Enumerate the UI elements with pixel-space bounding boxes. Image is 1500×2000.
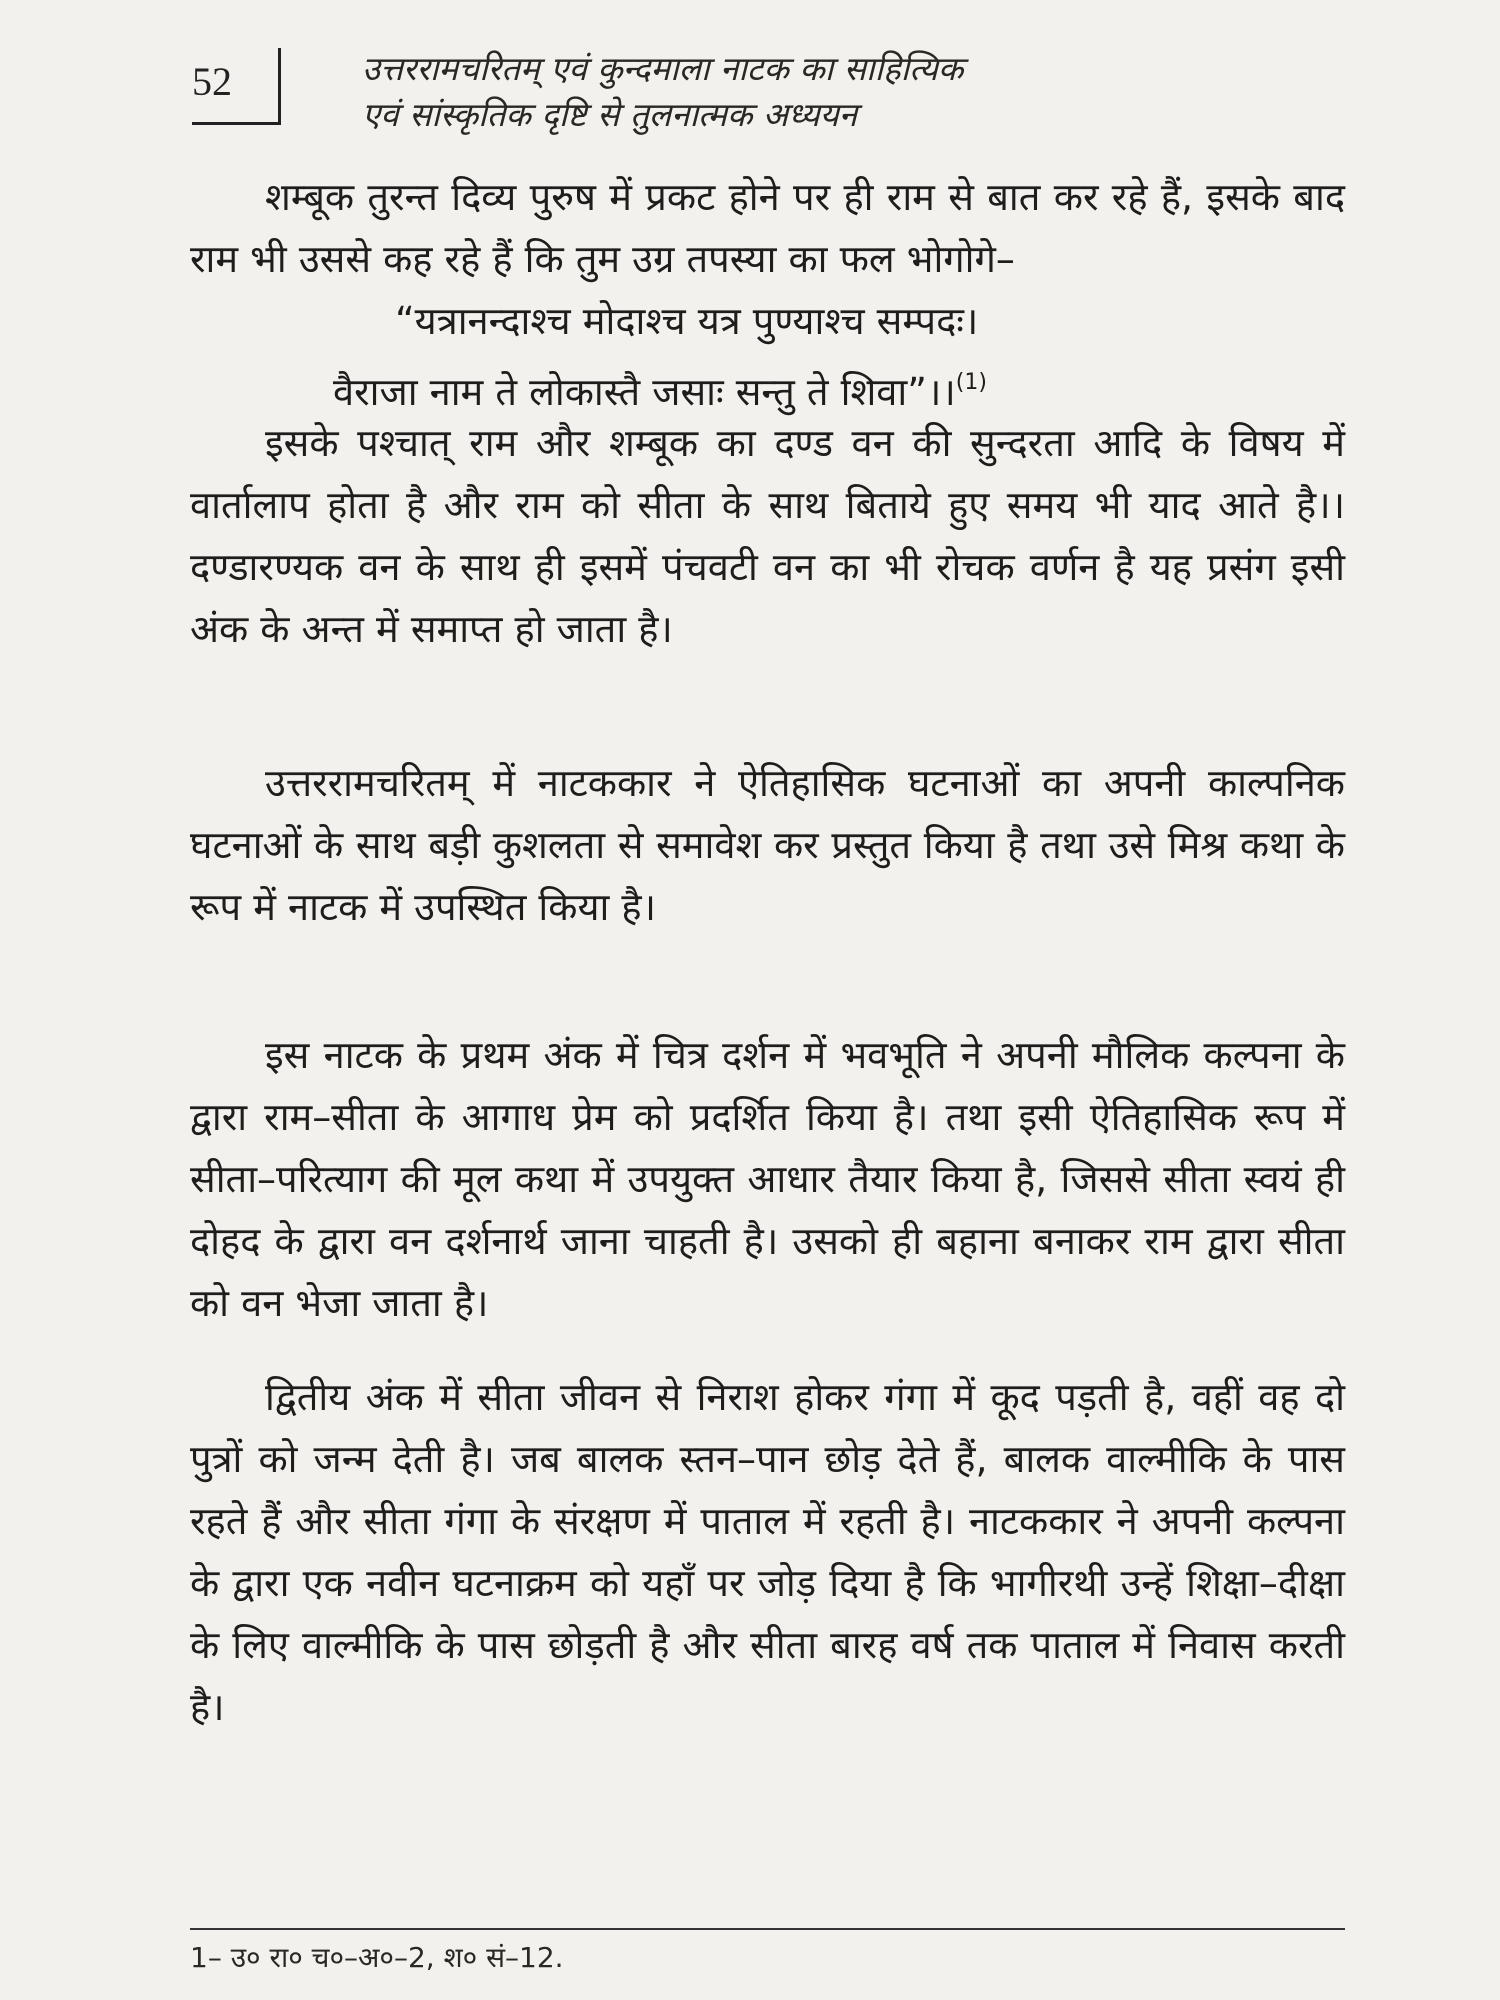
header-title [362,46,1122,138]
page-number-underline [192,122,278,125]
verse-line-2: वैराजा नाम ते लोकास्तै जसाः सन्तु ते शिवा”।। [333,370,956,414]
footnote-divider [190,1928,1345,1930]
sanskrit-verse [333,290,1295,423]
paragraph-3: उत्तररामचरितम् में नाटककार ने ऐतिहासिक घटनाओं का अपनी काल्पनिक घटनाओं के साथ बड़ी कुशलता से समावेश कर प्रस्तुत किया है तथा उसे मिश्र कथा के रूप में नाटक में उपस्थित किया है। [190,761,1345,929]
verse-line-1: “यत्रानन्दाश्च मोदाश्च यत्र पुण्याश्च सम्पदः। [395,299,979,343]
paragraph-1: शम्बूक तुरन्त दिव्य पुरुष में प्रकट होने पर ही राम से बात कर रहे हैं, इसके बाद राम भी उससे कह रहे हैं कि तुम उग्र तपस्या का फल भोगोगे– [190,175,1345,281]
header-divider [278,48,281,125]
paragraph-4: इस नाटक के प्रथम अंक में चित्र दर्शन में भवभूति ने अपनी मौलिक कल्पना के द्वारा राम–सीता के आगाध प्रेम को प्रदर्शित किया है। तथा इसी ऐतिहासिक रूप में सीता–परित्याग की मूल कथा में उपयुक्त आधार तैयार किया है, जिससे सीता स्वयं ही दोहद के द्वारा वन दर्शनार्थ जाना चाहती है। उसको ही बहाना बनाकर राम द्वारा सीता को वन भेजा जाता है। [190,1033,1345,1325]
header-title-line1: उत्तररामचरितम् एवं कुन्दमाला नाटक का साहित्यिक [362,49,964,88]
header-title-line2: एवं सांस्कृतिक दृष्टि से तुलनात्मक अध्ययन [362,95,858,134]
paragraph-2: इसके पश्चात् राम और शम्बूक का दण्ड वन की सुन्दरता आदि के विषय में वार्तालाप होता है और राम को सीता के साथ बिताये हुए समय भी याद आते है।। दण्डारण्यक वन के साथ ही इसमें पंचवटी वन का भी रोचक वर्णन है यह प्रसंग इसी अंक के अन्त में समाप्त हो जाता है। [190,421,1345,651]
paragraph-5: द्वितीय अंक में सीता जीवन से निराश होकर गंगा में कूद पड़ती है, वहीं वह दो पुत्रों को जन्म देती है। जब बालक स्तन–पान छोड़ देते हैं, बालक वाल्मीकि के पास रहते हैं और सीता गंगा के संरक्षण में पाताल में रहती है। नाटककार ने अपनी कल्पना के द्वारा एक नवीन घटनाक्रम को यहाँ पर जोड़ दिया है कि भागीरथी उन्हें शिक्षा–दीक्षा के लिए वाल्मीकि के पास छोड़ती है और सीता बारह वर्ष तक पाताल में निवास करती है। [190,1375,1345,1729]
footnote-marker: (1) [955,370,987,395]
footnote-1: 1– उ० रा० च०–अ०–2, श० सं–12. [190,1941,564,1974]
running-header [192,40,1342,150]
page-number: 52 [192,59,232,104]
